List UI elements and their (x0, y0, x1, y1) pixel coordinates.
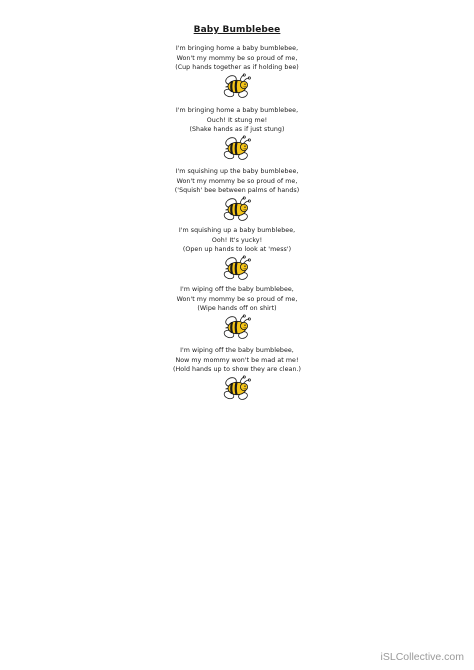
stanza-2 (0, 106, 474, 161)
stanza-line: Ooh! It's yucky! (211, 236, 263, 244)
bee-icon (220, 196, 254, 222)
stanza-1 (0, 44, 474, 99)
stanza-line: I'm wiping off the baby bumblebee, (180, 286, 294, 293)
stanza-line: I'm wiping off the baby bumblebee, (180, 347, 294, 354)
stanza-line: I'm bringing home a baby bumblebee, (175, 107, 299, 114)
site-watermark: iSLCollective.com (380, 651, 464, 663)
stanza-line: (Wipe hands off on shirt) (197, 305, 277, 312)
stanza-line: I'm squishing up a baby bumblebee, (178, 227, 296, 234)
stanza-line: I'm squishing up the baby bumblebee, (175, 168, 299, 175)
stanza-6 (0, 346, 474, 401)
stanza-line: Won't my mommy be so proud of me, (176, 295, 298, 303)
stanza-line: Now my mommy won't be mad at me! (175, 356, 299, 364)
stanza-line: Won't my mommy be so proud of me, (176, 177, 298, 185)
stanza-line: Won't my mommy be so proud of me, (176, 54, 298, 62)
stanza-line: ('Squish' bee between palms of hands) (174, 187, 300, 194)
stanza-4 (0, 226, 474, 281)
stanza-line: (Shake hands as if just stung) (189, 126, 285, 133)
bee-icon (220, 375, 254, 401)
stanza-line: (Hold hands up to show they are clean.) (172, 366, 302, 373)
bee-icon (220, 255, 254, 281)
page-title: Baby Bumblebee (193, 25, 281, 35)
bee-icon (220, 73, 254, 99)
bee-icon (220, 135, 254, 161)
stanza-5 (0, 285, 474, 340)
bee-icon (220, 314, 254, 340)
stanza-line: (Cup hands together as if holding bee) (175, 64, 299, 71)
stanza-line: I'm bringing home a baby bumblebee, (175, 45, 299, 52)
stanza-line: (Open up hands to look at 'mess') (182, 246, 292, 253)
stanza-line: Ouch! It stung me! (206, 116, 268, 124)
stanza-3 (0, 167, 474, 222)
